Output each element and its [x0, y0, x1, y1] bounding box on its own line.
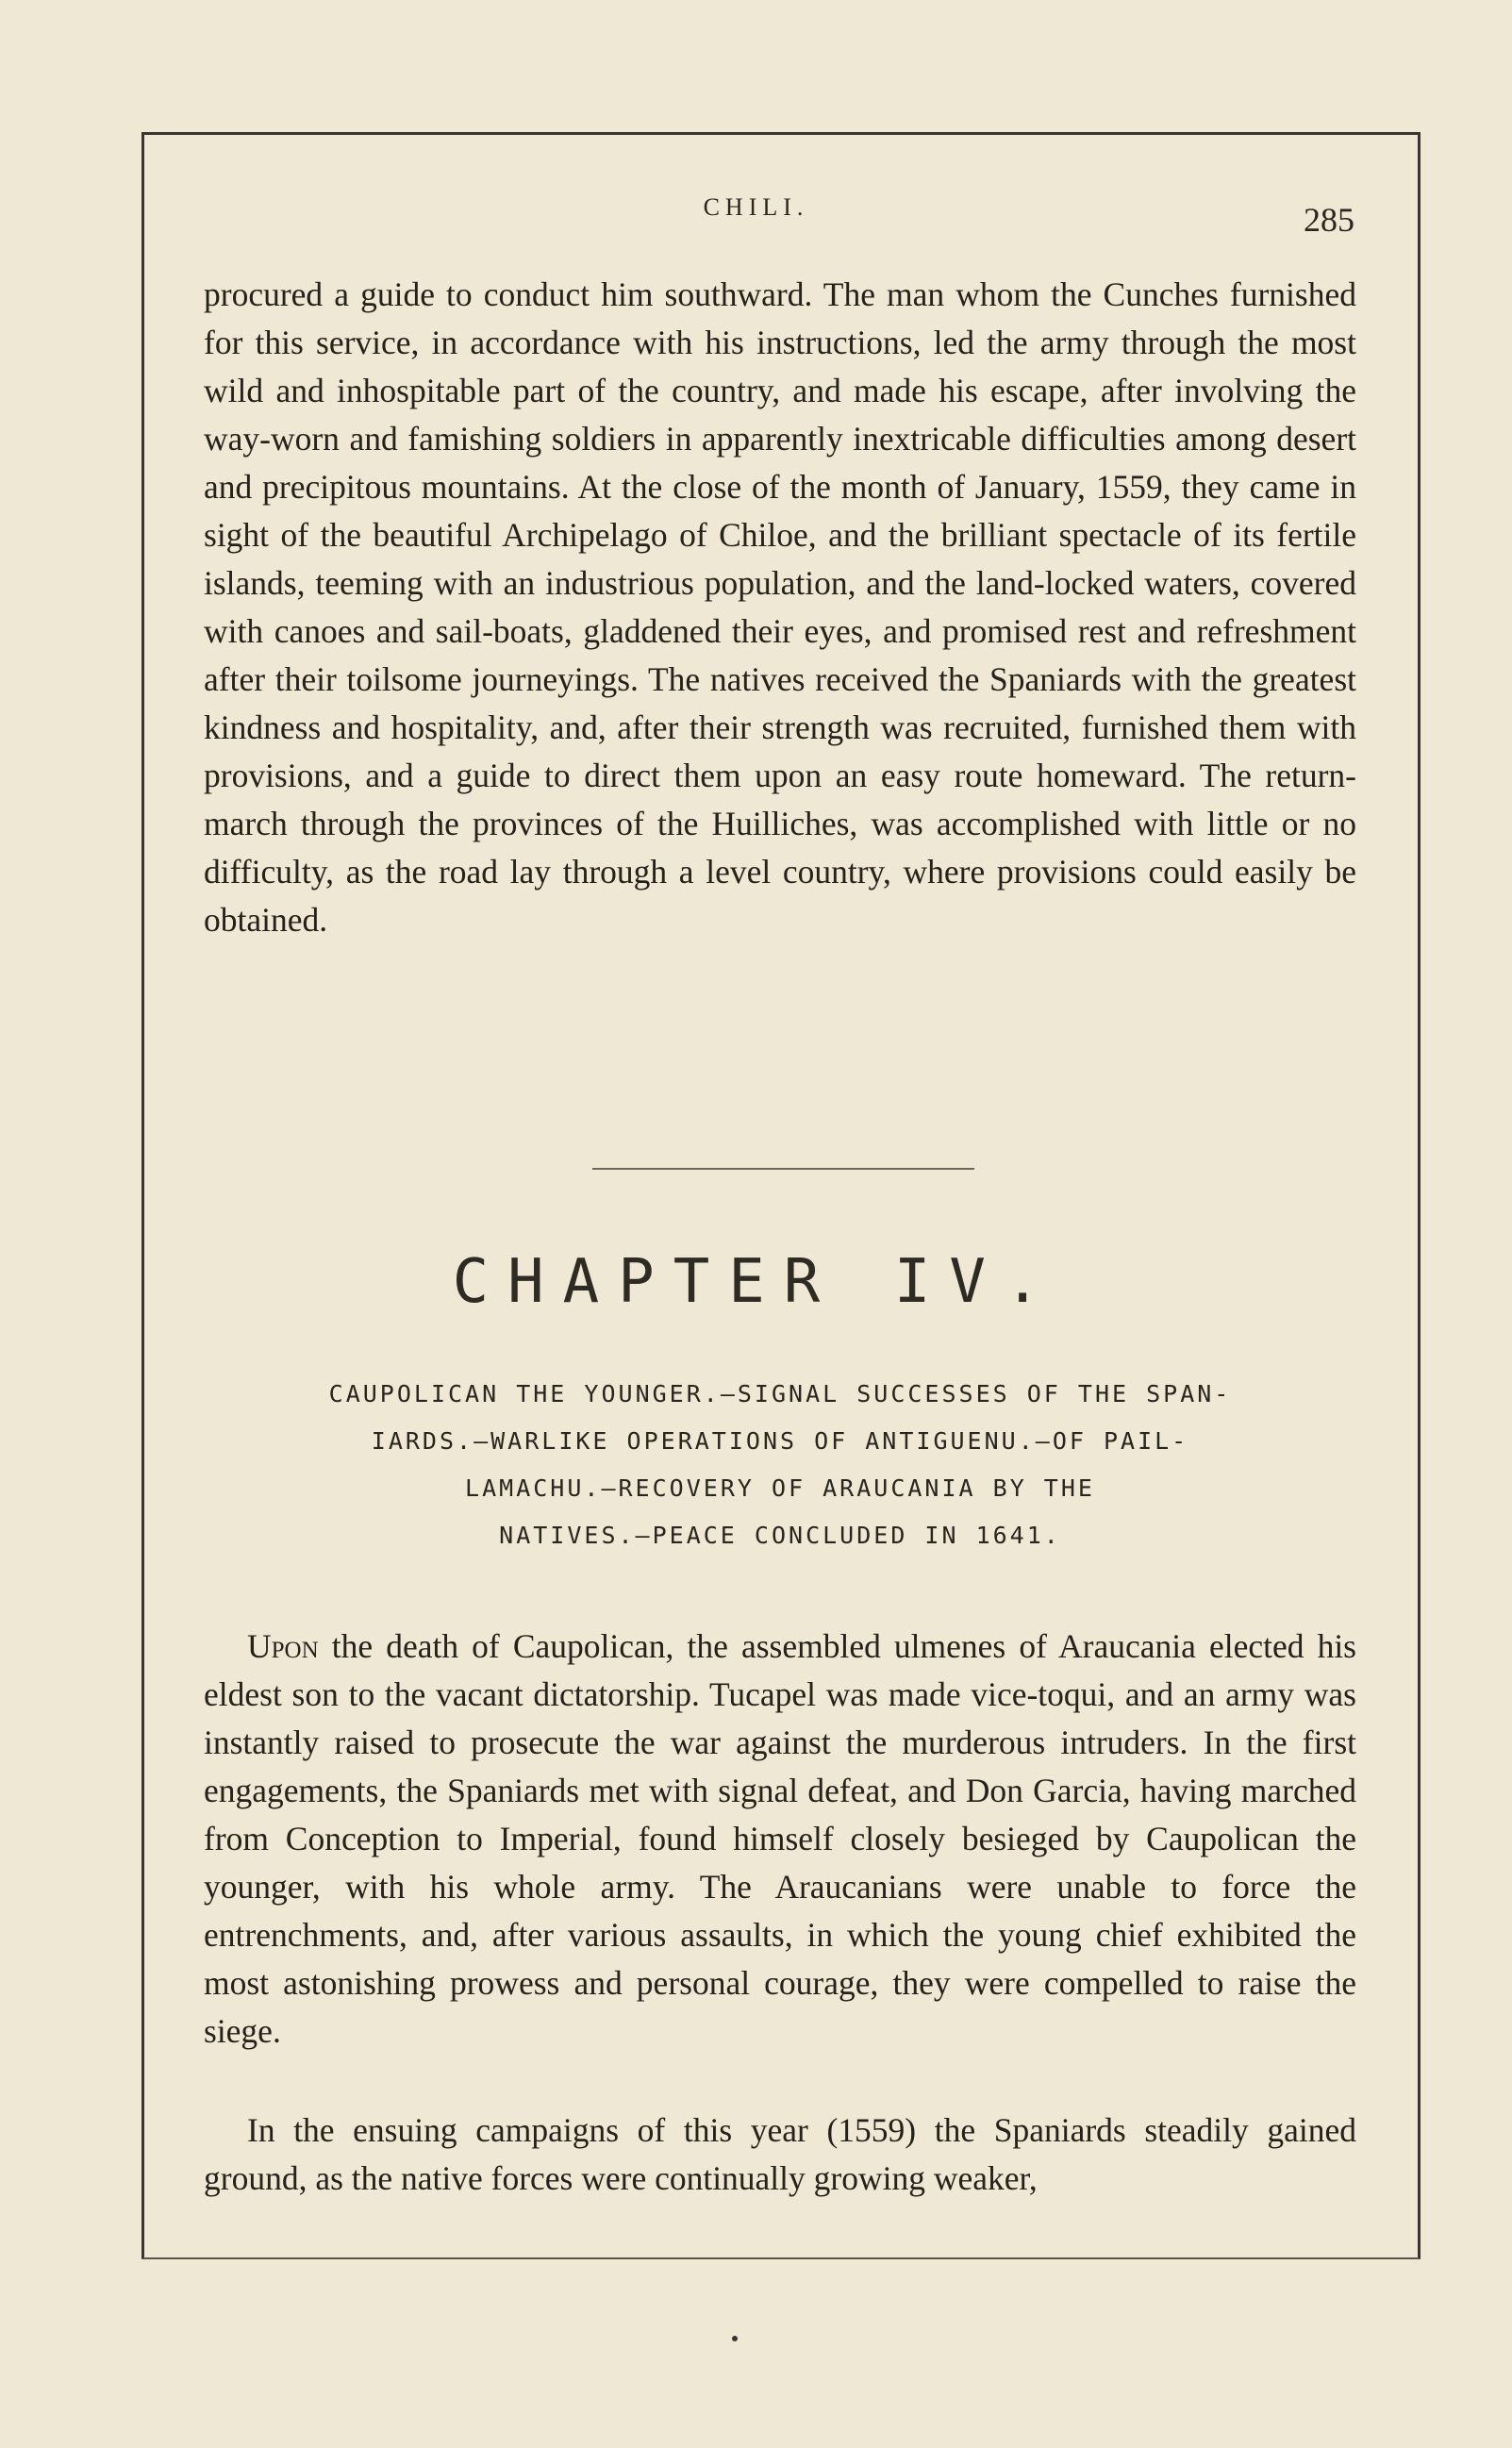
chapter-title: CHAPTER IV.	[452, 1247, 1060, 1317]
paragraph-2-text: the death of Caupolican, the assembled ulmenes of Araucania elected his eldest son to the vacant dictatorship. Tucapel was made vice-toqui, and an army was instantly raised to prosecute the war against the murderous intruders. In the first engagements, the Spaniards met with signal defeat, and Don Garcia, having marched from Conception to Imperial, found himself closely besieged by Caupolican the younger, with his whole army. The Araucanians were unable to force the entrenchments, and, after various assaults, in which the young chief exhibited the most astonishing prowess and personal courage, they were compelled to raise the siege.	[204, 1627, 1356, 2050]
paragraph-3: In the ensuing campaigns of this year (1559) the Spaniards steadily gained ground, as the native forces were continually growing weaker,	[204, 2111, 1356, 2197]
running-head: CHILI.	[703, 193, 809, 221]
chapter-synopsis	[204, 1371, 1356, 1559]
synopsis-line: CAUPOLICAN THE YOUNGER.—SIGNAL SUCCESSES OF THE SPAN-	[328, 1380, 1232, 1407]
section-divider	[592, 1168, 974, 1170]
synopsis-line: NATIVES.—PEACE CONCLUDED IN 1641.	[499, 1522, 1061, 1549]
synopsis-line: IARDS.—WARLIKE OPERATIONS OF ANTIGUENU.—OF PAIL-	[371, 1427, 1189, 1455]
paragraph-lead-word: Upon	[247, 1627, 319, 1665]
page-mark	[732, 2336, 738, 2341]
paragraph-1: procured a guide to conduct him southward. The man whom the Cunches furnished for this service, in accordance with his instructions, led the army through the most wild and inhospitable part of the country, and made his escape, after involving the way-worn and famishing soldiers in apparently inextricable difficulties among desert and precipitous mountains. At the close of the month of January, 1559, they came in sight of the beautiful Archipelago of Chiloe, and the brilliant spectacle of its fertile islands, teeming with an industrious population, and the land-locked waters, covered with canoes and sail-boats, gladdened their eyes, and promised rest and refreshment after their toilsome journeyings. The natives received the Spaniards with the greatest kindness and hospitality, and, after their strength was recruited, furnished them with provisions, and a guide to direct them upon an easy route homeward. The return-march through the provinces of the Huilliches, was accomplished with little or no difficulty, as the road lay through a level country, where provisions could easily be obtained.	[204, 275, 1356, 939]
paragraph-2	[204, 1623, 1356, 2056]
synopsis-line: LAMACHU.—RECOVERY OF ARAUCANIA BY THE	[465, 1474, 1095, 1502]
page-number: 285	[1304, 201, 1354, 239]
